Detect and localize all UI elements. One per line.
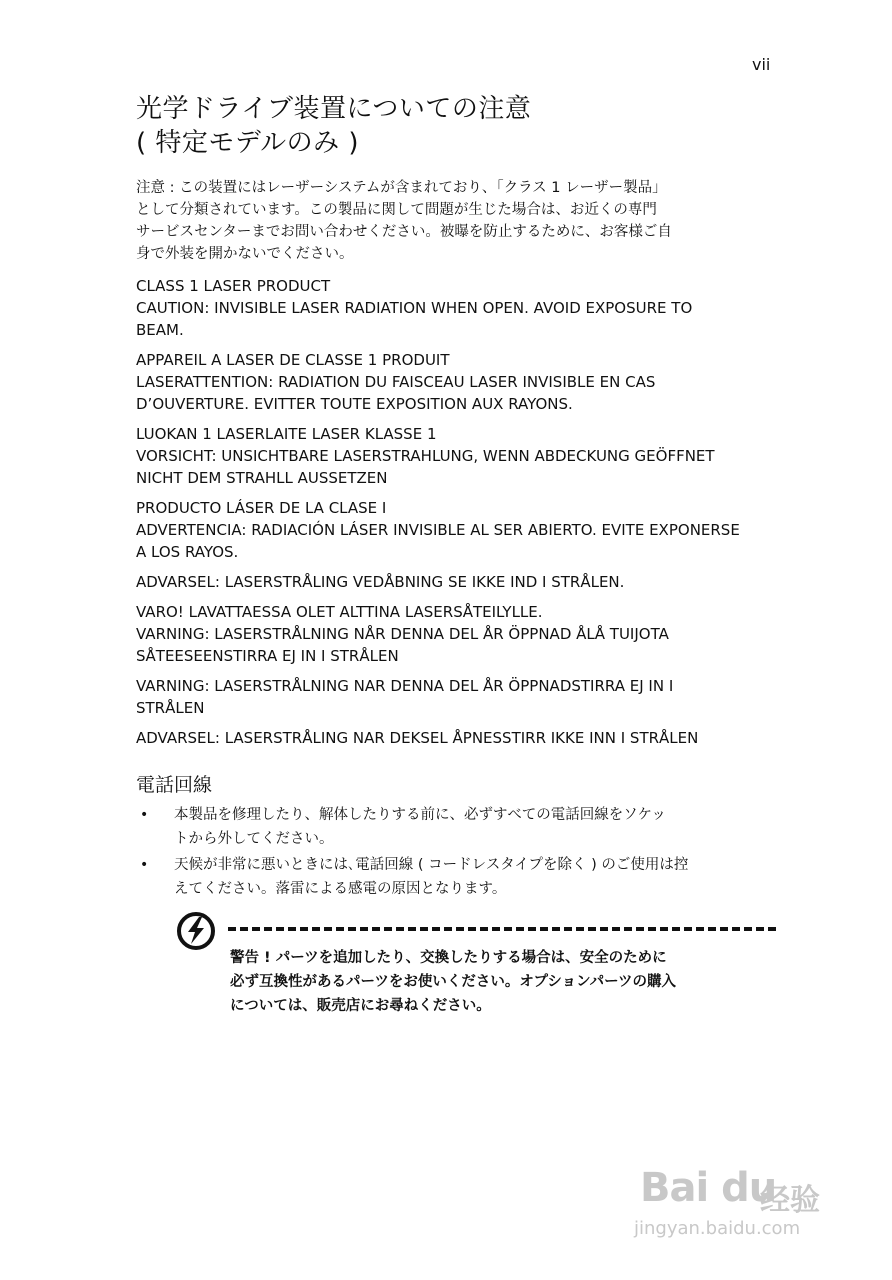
list-item: [136, 803, 786, 851]
laser-line: NICHT DEM STRAHLL AUSSETZEN: [136, 469, 388, 487]
watermark-brand: 经验: [760, 1183, 820, 1218]
bullet-line: 本製品を修理したり、解体したりする前に、必ずすべての電話回線をソケッ: [174, 807, 666, 823]
phone-line-bullets: [136, 803, 786, 903]
laser-line: A LOS RAYOS.: [136, 543, 239, 561]
bullet-line: トから外してください。: [174, 831, 334, 847]
page-title: [136, 92, 531, 160]
laser-line: D’OUVERTURE. EVITTER TOUTE EXPOSITION AUX RAYONS.: [136, 395, 573, 413]
bullet-line: 天候が非常に悪いときには､電話回線 ( コードレスタイプを除く ) のご使用は控: [174, 857, 689, 873]
laser-paragraph-spanish: [136, 497, 786, 563]
laser-line: VARNING: LASERSTRÅLNING NÅR DENNA DEL ÅR ÖPPNAD ÅLÅ TUIJOTA: [136, 625, 669, 643]
laser-paragraph-german: [136, 423, 786, 489]
laser-line: CAUTION: INVISIBLE LASER RADIATION WHEN OPEN. AVOID EXPOSURE TO: [136, 299, 693, 317]
warning-line: 必ず互換性があるパーツをお使いください。オプションパーツの購入: [230, 974, 677, 990]
laser-line: BEAM.: [136, 321, 184, 339]
laser-line: APPAREIL A LASER DE CLASSE 1 PRODUIT: [136, 351, 450, 369]
laser-line: ADVARSEL: LASERSTRÅLING VEDÅBNING SE IKKE IND I STRÅLEN.: [136, 573, 625, 591]
warning-divider: [228, 927, 776, 931]
laser-line: ADVARSEL: LASERSTRÅLING NAR DEKSEL ÅPNESSTIRR IKKE INN I STRÅLEN: [136, 729, 699, 747]
list-item: [136, 853, 786, 901]
page-title-line-1: 光学ドライブ装置についての注意: [136, 94, 532, 124]
notice-line: 身で外装を開かないでください。: [136, 246, 354, 262]
laser-paragraph-swedish: [136, 675, 786, 719]
laser-line: VORSICHT: UNSICHTBARE LASERSTRAHLUNG, WENN ABDECKUNG GEÖFFNET: [136, 447, 715, 465]
laser-warnings-multilingual: [136, 275, 786, 757]
laser-paragraph-english: [136, 275, 786, 341]
laser-paragraph-norwegian: [136, 727, 786, 749]
laser-paragraph-finnish-swedish: [136, 601, 786, 667]
watermark-url: jingyan.baidu.com: [634, 1218, 801, 1239]
parts-warning: [230, 946, 676, 1018]
notice-line: として分類されています。この製品に関して問題が生じた場合は、お近くの専門: [136, 202, 657, 218]
baidu-watermark: [622, 1140, 852, 1250]
laser-line: VARNING: LASERSTRÅLNING NAR DENNA DEL ÅR ÖPPNADSTIRRA EJ IN I: [136, 677, 674, 695]
phone-section-title: 電話回線: [136, 774, 213, 796]
notice-line: サービスセンターまでお問い合わせください。被曝を防止するために、お客様ご自: [136, 224, 672, 240]
watermark-logo: Bai du: [640, 1165, 777, 1211]
bullet-icon: •: [140, 857, 149, 873]
laser-line: LUOKAN 1 LASERLAITE LASER KLASSE 1: [136, 425, 437, 443]
laser-paragraph-french: [136, 349, 786, 415]
laser-line: ADVERTENCIA: RADIACIÓN LÁSER INVISIBLE AL SER ABIERTO. EVITE EXPONERSE: [136, 521, 740, 539]
laser-paragraph-danish: [136, 571, 786, 593]
warning-line: については、販売店にお尋ねください。: [230, 998, 491, 1014]
bullet-line: えてください。落雷による感電の原因となります。: [174, 881, 507, 897]
laser-line: PRODUCTO LÁSER DE LA CLASE I: [136, 499, 387, 517]
bullet-icon: •: [140, 807, 149, 823]
laser-line: STRÅLEN: [136, 699, 205, 717]
laser-line: CLASS 1 LASER PRODUCT: [136, 277, 331, 295]
notice-line: 注意 : この装置にはレーザーシステムが含まれており、「クラス 1 レーザー製品」: [136, 180, 667, 196]
page-number: vii: [752, 55, 771, 74]
laser-line: SÅTEESEENSTIRRA EJ IN I STRÅLEN: [136, 647, 399, 665]
laser-line: VARO! LAVATTAESSA OLET ALTTINA LASERSÅTEILYLLE.: [136, 603, 543, 621]
lightning-warning-icon: [175, 910, 217, 952]
page-title-line-2: ( 特定モデルのみ ): [136, 128, 360, 158]
laser-line: LASERATTENTION: RADIATION DU FAISCEAU LASER INVISIBLE EN CAS: [136, 373, 656, 391]
warning-line: 警告 ! パーツを追加したり、交換したりする場合は、安全のために: [230, 950, 667, 966]
laser-notice-japanese: [136, 177, 786, 265]
